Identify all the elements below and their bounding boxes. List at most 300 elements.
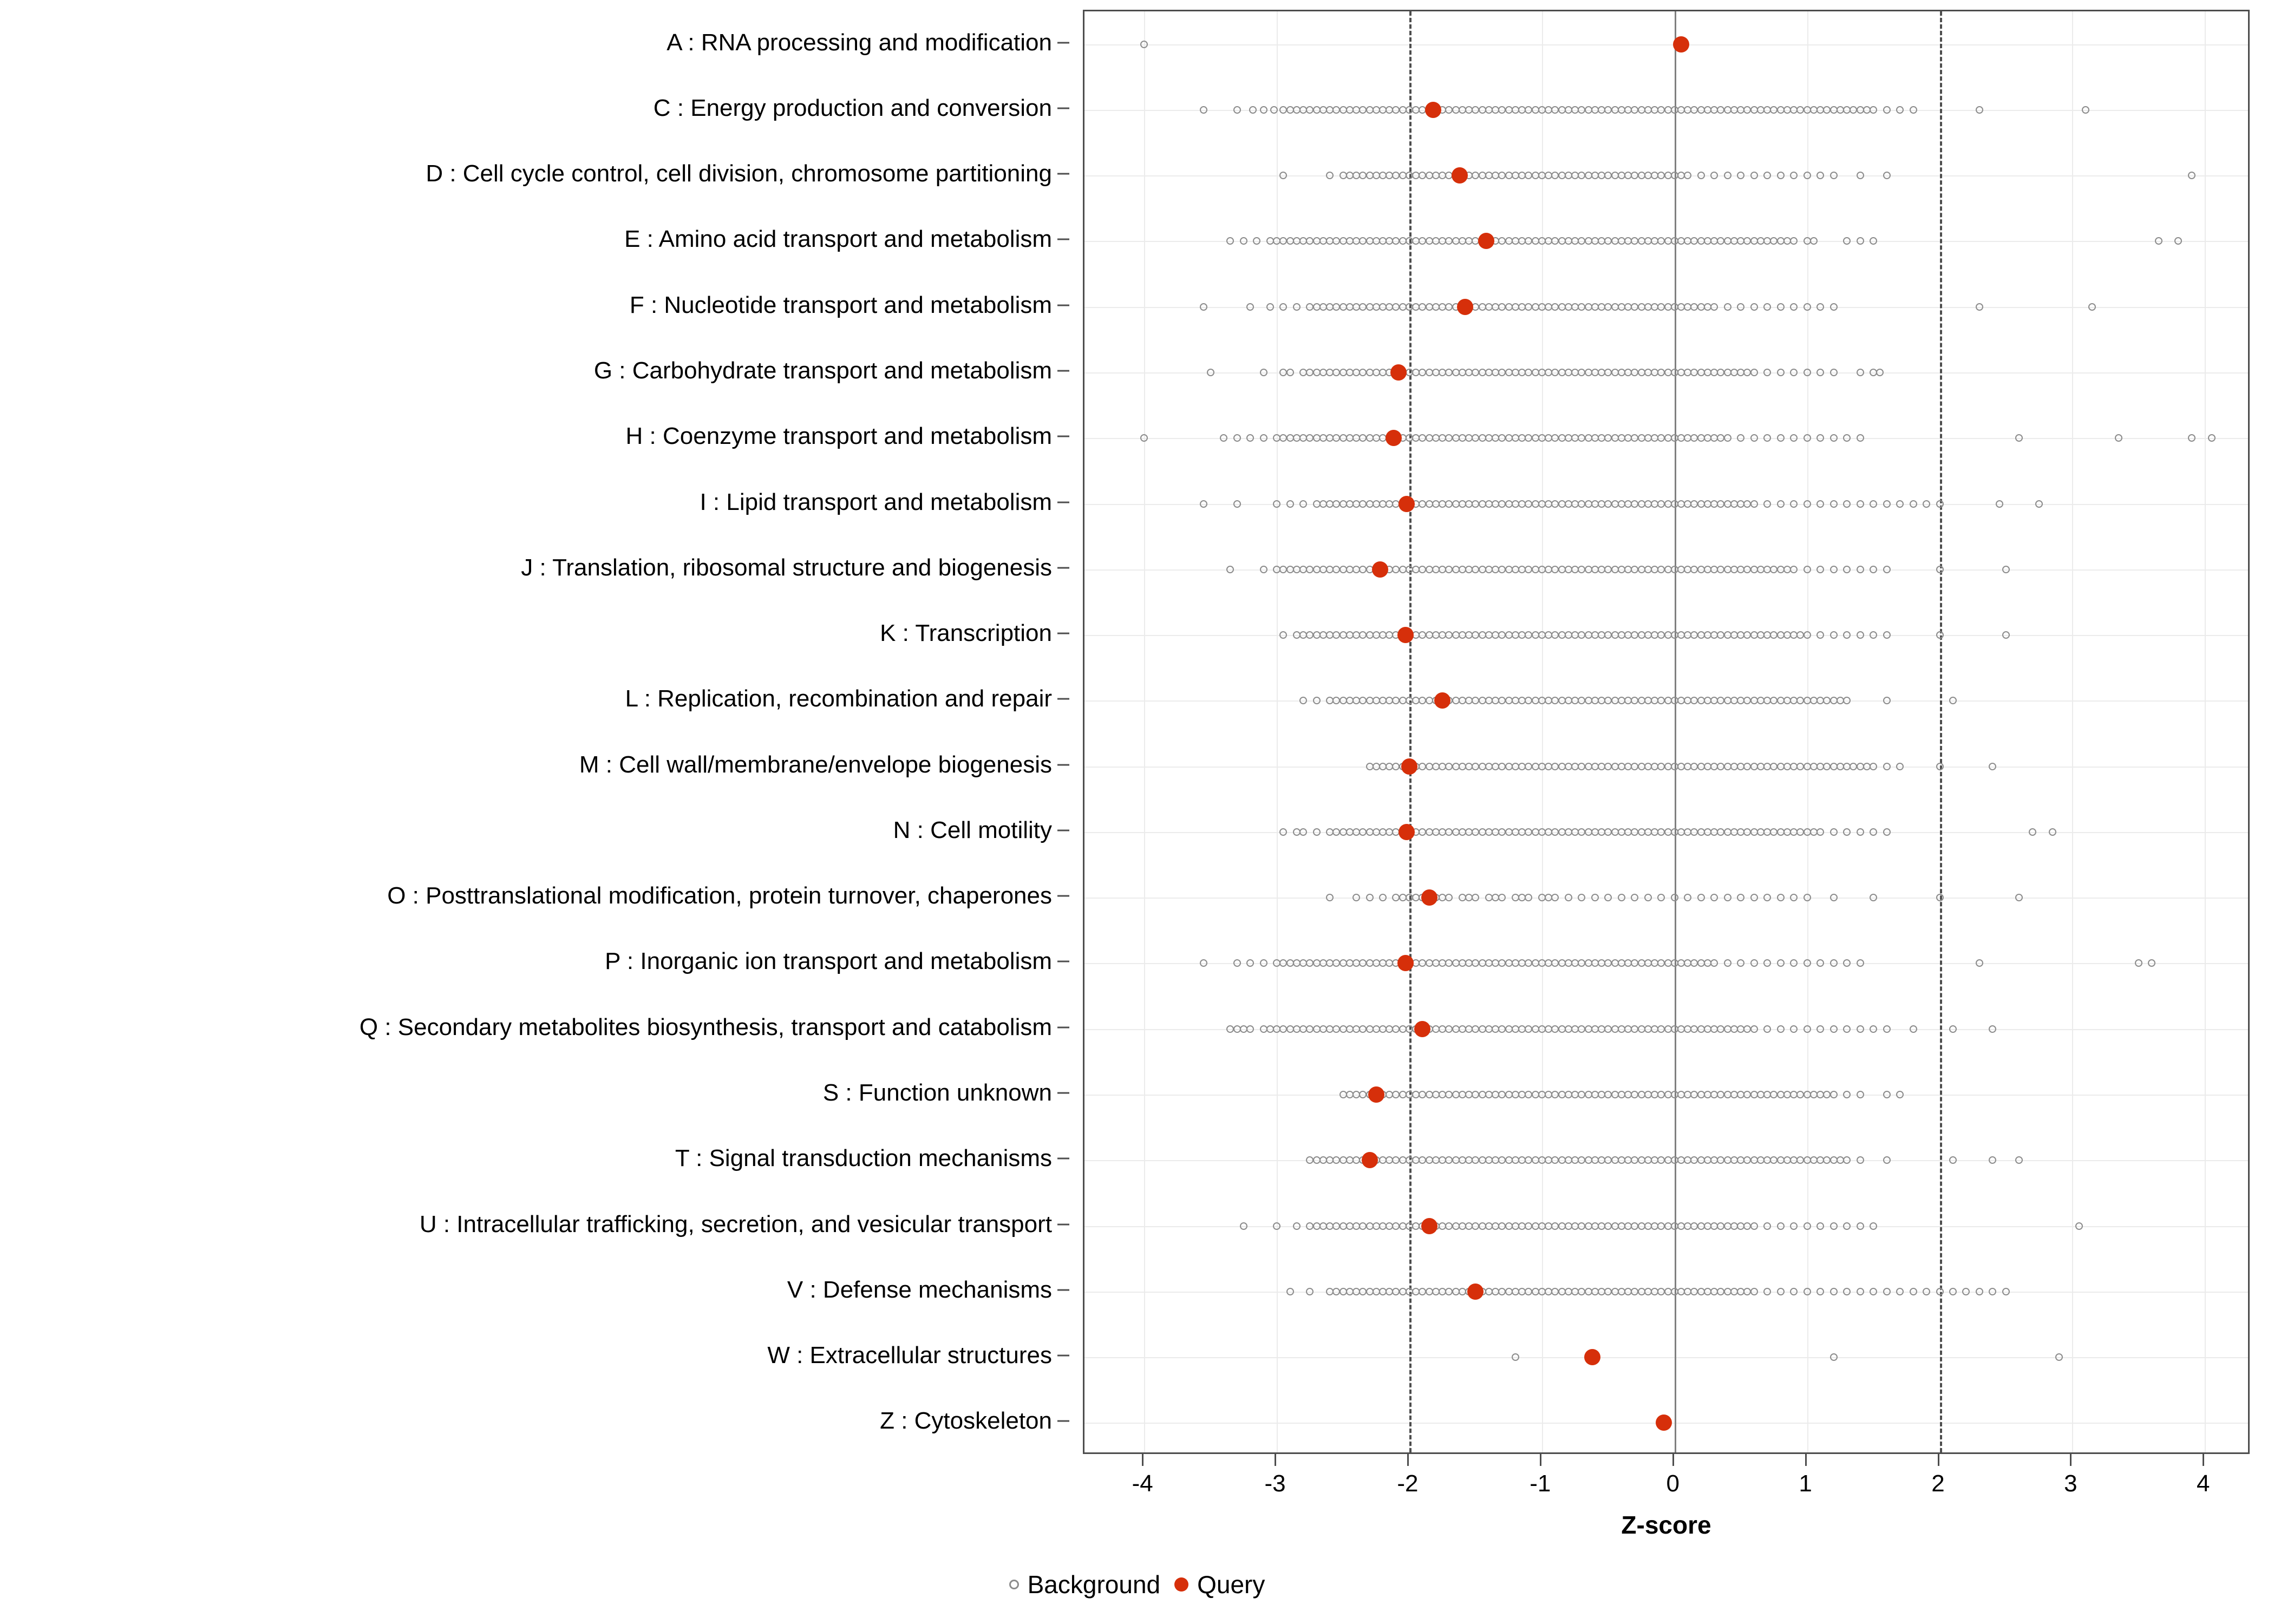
background-point xyxy=(1763,500,1771,508)
x-gridline xyxy=(1542,11,1543,1452)
background-point xyxy=(1923,1288,1930,1295)
query-point[interactable] xyxy=(1386,430,1402,446)
background-point xyxy=(1763,1288,1771,1295)
background-point xyxy=(2148,959,2155,967)
y-axis-tick-label: O : Posttranslational modification, protein turnover, chaperones xyxy=(387,882,1052,909)
y-axis-tick xyxy=(1057,961,1069,962)
y-axis-tick xyxy=(1057,567,1069,568)
background-point xyxy=(1525,894,1532,901)
background-point xyxy=(1306,1288,1314,1295)
background-point xyxy=(1551,894,1559,901)
background-point xyxy=(1246,303,1254,311)
background-point xyxy=(1936,1288,1944,1295)
background-point xyxy=(1644,894,1652,901)
background-point xyxy=(1896,500,1904,508)
background-point xyxy=(1724,894,1731,901)
x-axis-tick-label: -2 xyxy=(1397,1470,1419,1497)
background-point xyxy=(1803,631,1811,639)
background-point xyxy=(1260,959,1267,967)
background-point xyxy=(1233,500,1241,508)
background-point xyxy=(1803,894,1811,901)
x-axis-tick xyxy=(1407,1454,1409,1466)
background-point xyxy=(1816,369,1824,376)
background-point xyxy=(1763,959,1771,967)
background-point xyxy=(2015,1156,2023,1164)
background-point xyxy=(1910,1288,1917,1295)
background-point xyxy=(1857,500,1864,508)
background-point xyxy=(1883,1288,1891,1295)
background-point xyxy=(1816,303,1824,311)
background-point xyxy=(2029,828,2036,836)
background-point xyxy=(1578,894,1585,901)
query-point[interactable] xyxy=(1434,692,1450,709)
background-point xyxy=(1260,369,1267,376)
background-point xyxy=(1326,172,1334,179)
background-point xyxy=(1816,1222,1824,1230)
y-axis-tick-label: U : Intracellular trafficking, secretion, and vesicular transport xyxy=(419,1210,1052,1237)
background-point xyxy=(1989,1156,1996,1164)
background-point xyxy=(1366,894,1374,901)
background-point xyxy=(1737,172,1744,179)
y-axis-tick-label: C : Energy production and conversion xyxy=(653,94,1052,121)
background-point xyxy=(1777,959,1785,967)
background-point xyxy=(1830,303,1838,311)
background-point xyxy=(1816,631,1824,639)
query-point[interactable] xyxy=(1399,496,1415,512)
y-axis-tick xyxy=(1057,501,1069,503)
background-point xyxy=(1684,894,1691,901)
query-point[interactable] xyxy=(1452,167,1468,184)
background-point xyxy=(1936,763,1944,770)
x-axis-tick-label: 1 xyxy=(1799,1470,1812,1497)
query-point[interactable] xyxy=(1656,1415,1672,1431)
background-point xyxy=(1949,1156,1957,1164)
x-axis-tick xyxy=(2070,1454,2072,1466)
y-axis-tick-label: Q : Secondary metabolites biosynthesis, transport and catabolism xyxy=(359,1013,1052,1040)
y-axis-tick xyxy=(1057,1355,1069,1357)
background-point xyxy=(1724,303,1731,311)
background-point xyxy=(1936,631,1944,639)
background-point xyxy=(1976,303,1983,311)
legend-label-query: Query xyxy=(1197,1570,1265,1599)
background-point xyxy=(1750,959,1758,967)
background-point xyxy=(1260,106,1267,114)
y-axis-tick-label: H : Coenzyme transport and metabolism xyxy=(625,423,1052,450)
background-point xyxy=(1870,763,1877,770)
background-point xyxy=(2188,172,2195,179)
query-marker-icon xyxy=(1174,1577,1188,1592)
background-point xyxy=(1857,631,1864,639)
background-point xyxy=(2002,1288,2010,1295)
y-axis-tick-label: A : RNA processing and modification xyxy=(666,29,1052,56)
y-axis-tick-label: Z : Cytoskeleton xyxy=(880,1407,1052,1435)
background-point xyxy=(1883,828,1891,836)
background-point xyxy=(1684,172,1691,179)
background-point xyxy=(1803,172,1811,179)
background-point xyxy=(1843,237,1851,245)
background-point xyxy=(1273,1222,1280,1230)
background-point xyxy=(1816,566,1824,573)
background-point xyxy=(1286,369,1294,376)
background-point xyxy=(1293,303,1301,311)
background-point xyxy=(1710,959,1718,967)
y-axis-tick xyxy=(1057,42,1069,43)
query-point[interactable] xyxy=(1399,824,1415,840)
background-point xyxy=(1816,500,1824,508)
background-point xyxy=(1989,1288,1996,1295)
y-axis-tick xyxy=(1057,1026,1069,1028)
y-axis-tick xyxy=(1057,239,1069,240)
y-axis-tick xyxy=(1057,1289,1069,1291)
background-point xyxy=(1843,1222,1851,1230)
background-point xyxy=(1777,303,1785,311)
background-point xyxy=(1830,500,1838,508)
background-point xyxy=(1299,828,1307,836)
background-point xyxy=(1750,1288,1758,1295)
background-point xyxy=(1870,894,1877,901)
background-point xyxy=(1857,1288,1864,1295)
background-point xyxy=(1910,500,1917,508)
y-axis-tick-label: N : Cell motility xyxy=(893,816,1052,843)
background-point xyxy=(1498,894,1506,901)
reference-line-threshold xyxy=(1409,11,1412,1452)
background-point xyxy=(1352,894,1360,901)
background-point xyxy=(1246,1025,1254,1033)
background-point xyxy=(1777,434,1785,442)
background-point xyxy=(1777,369,1785,376)
query-point[interactable] xyxy=(1425,102,1441,118)
background-point xyxy=(1273,500,1280,508)
background-point xyxy=(1843,828,1851,836)
background-point xyxy=(1710,172,1718,179)
background-point xyxy=(1631,894,1638,901)
background-point xyxy=(1299,697,1307,704)
background-point xyxy=(1857,1025,1864,1033)
background-point xyxy=(2208,434,2216,442)
background-point xyxy=(1737,894,1744,901)
y-axis-tick xyxy=(1057,1092,1069,1094)
background-point xyxy=(1896,106,1904,114)
background-point xyxy=(1233,434,1241,442)
background-point xyxy=(1260,566,1267,573)
background-point xyxy=(1286,500,1294,508)
background-point xyxy=(1226,566,1234,573)
background-point xyxy=(1777,894,1785,901)
background-point xyxy=(2055,1353,2063,1361)
background-point xyxy=(1870,631,1877,639)
background-point xyxy=(1936,566,1944,573)
background-point xyxy=(1976,959,1983,967)
chart-legend xyxy=(0,1570,2274,1599)
background-marker-icon xyxy=(1009,1580,1019,1589)
background-point xyxy=(1604,894,1612,901)
background-point xyxy=(1830,1288,1838,1295)
background-point xyxy=(1710,303,1718,311)
x-axis-tick-label: 4 xyxy=(2197,1470,2210,1497)
background-point xyxy=(1883,1091,1891,1098)
background-point xyxy=(1565,894,1572,901)
background-point xyxy=(1777,172,1785,179)
background-point xyxy=(1843,434,1851,442)
background-point xyxy=(1750,1222,1758,1230)
background-point xyxy=(1989,763,1996,770)
background-point xyxy=(1777,500,1785,508)
background-point xyxy=(1240,237,1247,245)
query-point[interactable] xyxy=(1397,955,1414,971)
background-point xyxy=(1830,828,1838,836)
background-point xyxy=(1299,500,1307,508)
background-point xyxy=(2082,106,2089,114)
background-point xyxy=(1803,434,1811,442)
y-axis-tick xyxy=(1057,895,1069,897)
x-axis-tick xyxy=(2203,1454,2204,1466)
y-axis-tick xyxy=(1057,764,1069,765)
background-point xyxy=(1790,172,1798,179)
background-point xyxy=(1936,894,1944,901)
query-point[interactable] xyxy=(1414,1021,1430,1037)
category-gridline xyxy=(1084,898,2248,899)
x-gridline xyxy=(1277,11,1278,1452)
background-point xyxy=(1883,1156,1891,1164)
background-point xyxy=(1870,566,1877,573)
x-gridline xyxy=(1144,11,1145,1452)
background-point xyxy=(1313,697,1321,704)
background-point xyxy=(1710,894,1718,901)
background-point xyxy=(1996,500,2003,508)
background-point xyxy=(1790,369,1798,376)
background-point xyxy=(1883,763,1891,770)
background-point xyxy=(1790,1222,1798,1230)
background-point xyxy=(1803,1222,1811,1230)
category-gridline xyxy=(1084,1357,2248,1358)
background-point xyxy=(1810,237,1818,245)
y-axis-labels xyxy=(0,0,1069,1444)
background-point xyxy=(1843,631,1851,639)
x-gridline xyxy=(1807,11,1808,1452)
y-axis-tick-label: T : Signal transduction mechanisms xyxy=(675,1145,1052,1172)
query-point[interactable] xyxy=(1673,36,1689,53)
background-point xyxy=(1830,566,1838,573)
background-point xyxy=(1240,1222,1247,1230)
y-axis-tick-label: J : Translation, ribosomal structure and biogenesis xyxy=(521,554,1052,581)
background-point xyxy=(1883,697,1891,704)
background-point xyxy=(1857,1222,1864,1230)
query-point[interactable] xyxy=(1372,561,1388,578)
background-point xyxy=(2049,828,2056,836)
y-axis-tick-label: V : Defense mechanisms xyxy=(787,1276,1052,1303)
background-point xyxy=(1830,434,1838,442)
background-point xyxy=(1750,1025,1758,1033)
background-point xyxy=(1260,434,1267,442)
background-point xyxy=(1949,1025,1957,1033)
background-point xyxy=(1843,1091,1851,1098)
query-point[interactable] xyxy=(1421,889,1437,906)
background-point xyxy=(2155,237,2162,245)
background-point xyxy=(1976,106,1983,114)
background-point xyxy=(1286,1288,1294,1295)
background-point xyxy=(1876,369,1884,376)
x-axis-tick-label: 0 xyxy=(1666,1470,1680,1497)
background-point xyxy=(1870,1025,1877,1033)
background-point xyxy=(1803,566,1811,573)
query-point[interactable] xyxy=(1362,1152,1378,1168)
background-point xyxy=(1246,434,1254,442)
background-point xyxy=(1750,303,1758,311)
x-gridline xyxy=(2205,11,2206,1452)
y-axis-tick xyxy=(1057,436,1069,437)
background-point xyxy=(1962,1288,1970,1295)
background-point xyxy=(2015,434,2023,442)
x-axis-tick xyxy=(1275,1454,1276,1466)
background-point xyxy=(2115,434,2122,442)
background-point xyxy=(1830,1353,1838,1361)
background-point xyxy=(1883,500,1891,508)
background-point xyxy=(1293,1222,1301,1230)
query-point[interactable] xyxy=(1368,1086,1384,1103)
background-point xyxy=(1750,172,1758,179)
background-point xyxy=(1226,237,1234,245)
background-point xyxy=(1989,1025,1996,1033)
background-point xyxy=(1949,1288,1957,1295)
background-point xyxy=(2002,566,2010,573)
y-axis-tick xyxy=(1057,698,1069,700)
background-point xyxy=(1200,303,1207,311)
query-point[interactable] xyxy=(1584,1349,1600,1365)
y-axis-tick xyxy=(1057,1223,1069,1225)
query-point[interactable] xyxy=(1457,299,1473,315)
background-point xyxy=(1249,106,1257,114)
background-point xyxy=(1976,1288,1983,1295)
background-point xyxy=(1816,959,1824,967)
background-point xyxy=(1870,237,1877,245)
x-axis xyxy=(1083,1454,2250,1519)
y-axis-tick xyxy=(1057,173,1069,175)
background-point xyxy=(1790,1025,1798,1033)
query-point[interactable] xyxy=(1478,233,1494,249)
background-point xyxy=(1857,1091,1864,1098)
x-axis-tick-label: -1 xyxy=(1530,1470,1551,1497)
background-point xyxy=(1870,1288,1877,1295)
background-point xyxy=(1936,500,1944,508)
query-point[interactable] xyxy=(1401,758,1417,775)
background-point xyxy=(1777,1222,1785,1230)
y-axis-tick xyxy=(1057,304,1069,306)
y-axis-tick xyxy=(1057,1420,1069,1422)
background-point xyxy=(1816,1288,1824,1295)
background-point xyxy=(1843,697,1851,704)
y-axis-tick xyxy=(1057,633,1069,634)
y-axis-tick-label: P : Inorganic ion transport and metabolism xyxy=(605,948,1052,975)
background-point xyxy=(1253,237,1260,245)
background-point xyxy=(1200,500,1207,508)
background-point xyxy=(1816,172,1824,179)
background-point xyxy=(1512,1353,1519,1361)
background-point xyxy=(1816,828,1824,836)
background-point xyxy=(1857,172,1864,179)
background-point xyxy=(1857,237,1864,245)
background-point xyxy=(1763,1025,1771,1033)
background-point xyxy=(1763,303,1771,311)
background-point xyxy=(1750,894,1758,901)
query-point[interactable] xyxy=(1390,364,1407,381)
plot-area xyxy=(1083,10,2250,1454)
x-axis-tick-label: 3 xyxy=(2064,1470,2077,1497)
background-point xyxy=(1843,500,1851,508)
background-point xyxy=(1379,894,1387,901)
background-point xyxy=(1326,894,1334,901)
y-axis-tick-label: E : Amino acid transport and metabolism xyxy=(624,226,1052,253)
background-point xyxy=(2035,500,2043,508)
query-point[interactable] xyxy=(1397,627,1414,643)
x-axis-tick-label: 2 xyxy=(1931,1470,1945,1497)
background-point xyxy=(1857,566,1864,573)
background-point xyxy=(1790,303,1798,311)
background-point xyxy=(1697,172,1705,179)
background-point xyxy=(1910,1025,1917,1033)
x-gridline xyxy=(2072,11,2073,1452)
background-point xyxy=(1896,763,1904,770)
x-axis-tick-label: -4 xyxy=(1132,1470,1153,1497)
background-point xyxy=(1763,1222,1771,1230)
query-point[interactable] xyxy=(1467,1284,1484,1300)
background-point xyxy=(1750,434,1758,442)
background-point xyxy=(1830,1025,1838,1033)
background-point xyxy=(1737,959,1744,967)
background-point xyxy=(1279,172,1287,179)
y-axis-tick-label: S : Function unknown xyxy=(822,1079,1052,1106)
background-point xyxy=(1657,894,1665,901)
x-axis-tick xyxy=(1938,1454,1939,1466)
background-point xyxy=(1923,500,1930,508)
background-point xyxy=(1140,41,1148,48)
background-point xyxy=(1816,434,1824,442)
background-point xyxy=(1790,959,1798,967)
y-axis-tick-label: K : Transcription xyxy=(880,620,1052,647)
background-point xyxy=(2075,1222,2083,1230)
background-point xyxy=(1777,1288,1785,1295)
background-point xyxy=(1843,1288,1851,1295)
background-point xyxy=(1830,369,1838,376)
legend-item-query xyxy=(1174,1570,1265,1599)
background-point xyxy=(1803,1025,1811,1033)
background-point xyxy=(1896,1288,1904,1295)
legend-item-background xyxy=(1009,1570,1161,1599)
background-point xyxy=(1246,959,1254,967)
background-point xyxy=(2174,237,2182,245)
background-point xyxy=(1843,566,1851,573)
background-point xyxy=(1750,369,1758,376)
legend-label-background: Background xyxy=(1027,1570,1161,1599)
background-point xyxy=(1279,828,1287,836)
background-point xyxy=(2188,434,2195,442)
y-axis-tick-label: F : Nucleotide transport and metabolism xyxy=(629,291,1052,318)
background-point xyxy=(1200,959,1207,967)
background-point xyxy=(1270,106,1278,114)
background-point xyxy=(1207,369,1214,376)
x-axis-tick xyxy=(1672,1454,1674,1466)
query-point[interactable] xyxy=(1421,1218,1437,1234)
background-point xyxy=(1737,303,1744,311)
background-point xyxy=(1843,1156,1851,1164)
background-point xyxy=(1843,959,1851,967)
background-point xyxy=(1697,894,1705,901)
background-point xyxy=(1857,434,1864,442)
background-point xyxy=(1750,500,1758,508)
background-point xyxy=(1724,434,1731,442)
background-point xyxy=(1883,566,1891,573)
background-point xyxy=(1910,106,1917,114)
background-point xyxy=(1816,1025,1824,1033)
